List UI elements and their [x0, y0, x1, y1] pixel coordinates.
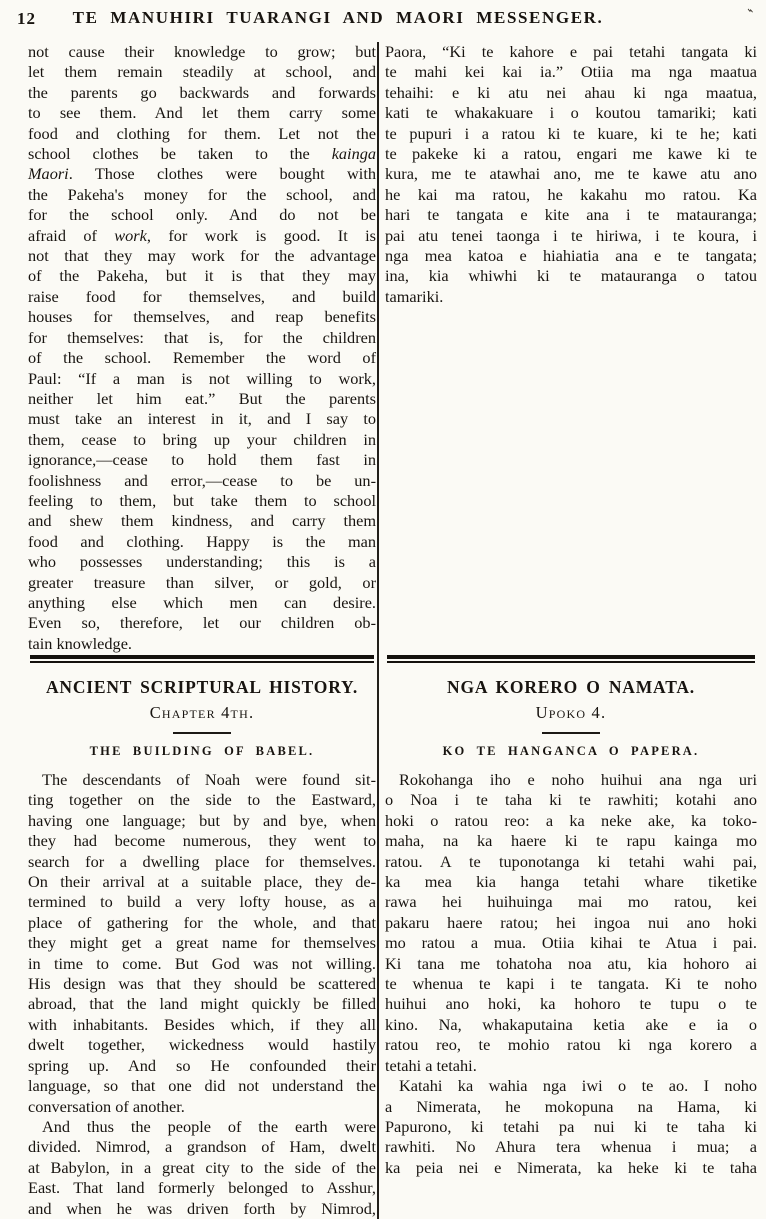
- text-line: Even so, therefore, let our children ob-: [28, 613, 376, 633]
- text-line: maha, na ka haere ki te rapu kainga mo: [385, 831, 757, 851]
- text-line: te pupuri i a ratou ki te kuare, ki te he; kati: [385, 123, 757, 143]
- section-title: NGA KORERO O NAMATA.: [447, 677, 695, 697]
- text-line: feeling to them, but take them to school: [28, 490, 376, 510]
- text-line: of the school. Remember the word of: [28, 348, 376, 368]
- text-line: of the Pakeha, but it is that they may: [28, 266, 376, 286]
- text-line: rawa hei huihuinga mai mo ratou, kei: [385, 892, 757, 912]
- text-line: ting together on the side to the Eastward,: [28, 790, 376, 810]
- text-line: te pakeke ki a ratou, engari me kawe ki te: [385, 144, 757, 164]
- text-line: Rokohanga iho e noho huihui ana nga uri: [399, 770, 757, 789]
- text-line: language, so that one did not understand the: [28, 1076, 376, 1096]
- text-line: termined to build a very lofty house, as a: [28, 892, 376, 912]
- text-line: kura, me te atawhai ano, me te kawe atu ano: [385, 164, 757, 184]
- text-line: afraid of work, for work is good. It is: [28, 225, 376, 245]
- paragraph: [385, 1076, 757, 1178]
- text-line: spring up. And so He confounded their: [28, 1055, 376, 1075]
- text-line: not cause their knowledge to grow; but: [28, 42, 376, 61]
- text-line: place of gathering for the whole, and that: [28, 912, 376, 932]
- text-line: hari te tangata e kite ana i te matauranga;: [385, 205, 757, 225]
- text-line: and when he was driven forth by Nimrod,: [28, 1198, 376, 1218]
- text-line: them, cease to bring up your children in: [28, 429, 376, 449]
- page-number: 12: [17, 9, 36, 28]
- text-line: tetahi a tetahi.: [385, 1055, 477, 1075]
- article-continuation-english: [28, 42, 376, 655]
- text-line: kino. Na, whakaputaina ketia ake e ia o: [385, 1014, 757, 1034]
- text-line: The descendants of Noah were found sit-: [42, 770, 376, 789]
- text-line: ratou reo, te mohio ratou ki nga korero a: [385, 1035, 757, 1055]
- text-line: at Babylon, in a great city to the side of the: [28, 1157, 376, 1177]
- text-line: anything else which men can desire.: [28, 592, 376, 612]
- paragraph: [28, 42, 376, 654]
- text-line: abroad, that the land might quickly be filled: [28, 994, 376, 1014]
- text-line: His design was that they should be scattered: [28, 974, 376, 994]
- text-line: mo ratou a mua. Otiia kihai te Atua i pai.: [385, 933, 757, 953]
- text-line: having one language; but by and bye, when: [28, 810, 376, 830]
- right-column-maori: [377, 42, 766, 1219]
- article-body-english: [28, 770, 376, 1219]
- text-line: food and clothing. Happy is the man: [28, 531, 376, 551]
- text-line: and shew them kindness, and carry them: [28, 511, 376, 531]
- text-line: conversation of another.: [28, 1096, 185, 1116]
- section-divider-rule: [30, 655, 374, 663]
- page-header: [0, 0, 766, 42]
- masthead-title: TE MANUHIRI TUARANGI AND MAORI MESSENGER.: [72, 8, 604, 27]
- text-line: houses for themselves, and reap benefits: [28, 307, 376, 327]
- text-line: ignorance,—cease to hold them fast in: [28, 450, 376, 470]
- two-column-layout: [0, 42, 766, 1218]
- text-line: the parents go backwards and forwards: [28, 82, 376, 102]
- text-line: Katahi ka wahia nga iwi o te ao. I noho: [399, 1076, 757, 1096]
- text-line: let them remain steadily at school, and: [28, 62, 376, 82]
- text-line: search for a dwelling place for themselves.: [28, 851, 376, 871]
- text-line: with inhabitants. Besides which, if they all: [28, 1014, 376, 1034]
- section-subheading: KO TE HANGANCA O PAPERA.: [442, 744, 700, 758]
- article-body-maori: [385, 770, 757, 1178]
- text-line: Maori. Those clothes were bought with: [28, 164, 376, 184]
- text-line: who possesses understanding; this is a: [28, 552, 376, 572]
- text-line: they might get a great name for themselves: [28, 933, 376, 953]
- ink-mark: ⌁: [745, 4, 756, 18]
- text-line: huihui ano hoki, ka hohoro te tupu o te: [385, 994, 757, 1014]
- text-line: to see them. And let them carry some: [28, 103, 376, 123]
- text-line: they had become numerous, they went to: [28, 831, 376, 851]
- section-chapter: Upoko 4.: [535, 703, 607, 722]
- text-line: he kai ma ratou, he kakahu mo ratou. Ka: [385, 184, 757, 204]
- text-line: divided. Nimrod, a grandson of Ham, dwelt: [28, 1137, 376, 1157]
- paragraph: [28, 770, 376, 1117]
- text-line: Ki tana me tohatoha noa atu, kia hohoro ai: [385, 953, 757, 973]
- text-line: Paora, “Ki te kahore e pai tetahi tangata ki: [385, 42, 757, 61]
- text-line: And thus the people of the earth were: [42, 1116, 376, 1136]
- text-line: neither let him eat.” But the parents: [28, 388, 376, 408]
- text-line: hoki o ratou reo: a ka neke ake, ka toko-: [385, 810, 757, 830]
- text-line: ina, kia whiwhi ki te matauranga o tatou: [385, 266, 757, 286]
- text-line: o Noa i te taha ki te rawhiti; kotahi ano: [385, 790, 757, 810]
- text-line: ka peia nei e Nimerata, ka heke ki te taha: [385, 1157, 757, 1177]
- text-line: ratou. A te tuponotanga ki tetahi wahi pai,: [385, 851, 757, 871]
- text-line: Paul: “If a man is not willing to work,: [28, 368, 376, 388]
- section-chapter: Chapter 4th.: [149, 703, 255, 722]
- text-line: school clothes be taken to the kainga: [28, 144, 376, 164]
- section-title: ANCIENT SCRIPTURAL HISTORY.: [45, 677, 359, 697]
- text-line: rawhiti. No Ahura tera whenua i mua; a: [385, 1137, 757, 1157]
- text-line: ka mea kia hanga tetahi whare tiketike: [385, 872, 757, 892]
- short-rule: [173, 732, 231, 734]
- text-line: a Nimerata, he mokopuna na Hama, ki: [385, 1096, 757, 1116]
- paragraph: [385, 42, 757, 307]
- text-line: in time to come. But God was not willing.: [28, 953, 376, 973]
- text-line: dwelt together, wickedness would hastily: [28, 1035, 376, 1055]
- article-continuation-maori: [385, 42, 757, 655]
- section-heading-english: [28, 677, 376, 759]
- text-line: nga mea katoa e hiahiatia ana e te tangata;: [385, 246, 757, 266]
- text-line: East. That land formerly belonged to Asshur,: [28, 1178, 376, 1198]
- text-line: for themselves: that is, for the children: [28, 327, 376, 347]
- text-line: the Pakeha's money for the school, and: [28, 184, 376, 204]
- text-line: pai atu tenei taonga i te hiriwa, i te koura, i: [385, 225, 757, 245]
- text-line: tehaihi: e ki atu nei ahau ki nga maatua,: [385, 82, 757, 102]
- section-divider-rule: [387, 655, 755, 663]
- text-line: tain knowledge.: [28, 633, 132, 653]
- text-line: pakaru haere ratou; hei ingoa nui ano hoki: [385, 912, 757, 932]
- short-rule: [542, 732, 600, 734]
- text-line: Papurono, ki tetahi pa nui ki te taha ki: [385, 1116, 757, 1136]
- text-line: for the school only. And do not be: [28, 205, 376, 225]
- paragraph: [385, 770, 757, 1076]
- paragraph: [28, 1117, 376, 1219]
- section-heading-maori: [385, 677, 757, 759]
- text-line: greater treasure than silver, or gold, or: [28, 572, 376, 592]
- text-line: not that they may work for the advantage: [28, 246, 376, 266]
- text-line: tamariki.: [385, 286, 444, 306]
- section-subheading: THE BUILDING OF BABEL.: [89, 744, 315, 758]
- text-line: food and clothing for them. Let not the: [28, 123, 376, 143]
- text-line: must take an interest in it, and I say to: [28, 409, 376, 429]
- left-column-english: [0, 42, 377, 1219]
- text-line: foolishness and error,—cease to be un-: [28, 470, 376, 490]
- text-line: On their arrival at a suitable place, they de-: [28, 872, 376, 892]
- text-line: te mahi kei kai ia.” Otiia ma nga maatua: [385, 62, 757, 82]
- text-line: raise food for themselves, and build: [28, 286, 376, 306]
- text-line: kati te whakakuare i o koutou tamariki; kati: [385, 103, 757, 123]
- text-line: te whenua te kapi i te tangata. Ki te noho: [385, 974, 757, 994]
